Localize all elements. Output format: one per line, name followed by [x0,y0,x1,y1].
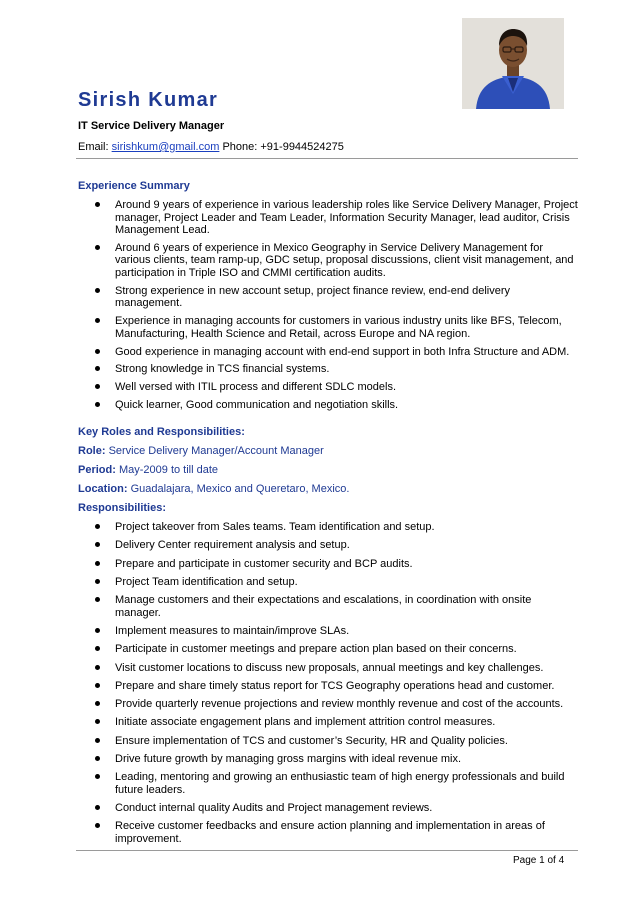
profile-photo [462,18,564,109]
list-item: Delivery Center requirement analysis and setup. [78,539,578,552]
role-value: Service Delivery Manager/Account Manager [108,445,324,457]
bullet-icon [95,561,100,566]
email-label: Email: [78,141,109,153]
bullet-icon [95,579,100,584]
list-item: Around 6 years of experience in Mexico Geography in Service Delivery Management for various clients, team ramp-up, GDC setup, proposal discussions, client visit management, and participation in Triple ISO and CMMI certification audits. [78,242,578,280]
bullet-icon [95,597,100,602]
bullet-icon [95,683,100,688]
list-item: Initiate associate engagement plans and implement attrition control measures. [78,716,578,729]
location-label: Location: [78,483,128,495]
list-item: Quick learner, Good communication and negotiation skills. [78,399,578,412]
bullet-icon [95,701,100,706]
list-item: Provide quarterly revenue projections and review monthly revenue and cost of the accounts. [78,698,578,711]
bullet-icon [95,738,100,743]
role-label: Role: [78,445,106,457]
bullet-icon [95,524,100,529]
list-item: Ensure implementation of TCS and customer’s Security, HR and Quality policies. [78,735,578,748]
period-label: Period: [78,464,116,476]
email-link[interactable]: sirishkum@gmail.com [111,141,220,153]
list-item: Strong knowledge in TCS financial systems. [78,363,578,376]
bullet-icon [95,646,100,651]
list-item: Well versed with ITIL process and different SDLC models. [78,381,578,394]
list-item: Experience in managing accounts for customers in various industry units like BFS, Telecom, Manufacturing, Health Science and Retail, across Europe and NA region. [78,315,578,340]
header-divider [76,158,578,159]
period-value: May-2009 to till date [118,464,219,476]
list-item: Good experience in managing account with end-end support in both Infra Structure and ADM. [78,346,578,359]
bullet-icon [95,202,100,207]
list-item: Drive future growth by managing gross margins with ideal revenue mix. [78,753,578,766]
job-title: IT Service Delivery Manager [78,120,225,132]
list-item: Visit customer locations to discuss new proposals, annual meetings and key challenges. [78,662,578,675]
bullet-icon [95,384,100,389]
responsibilities-heading: Responsibilities: [78,502,167,514]
list-item: Strong experience in new account setup, project finance review, end-end delivery management. [78,285,578,310]
responsibilities-list [78,521,578,851]
period-field [78,464,218,476]
experience-heading: Experience Summary [78,180,190,192]
list-item: Project takeover from Sales teams. Team identification and setup. [78,521,578,534]
phone-label: Phone: [222,141,258,153]
bullet-icon [95,349,100,354]
list-item: Around 9 years of experience in various leadership roles like Service Delivery Manager, Project manager, Project Leader and Team Leader, Information Security Manager, lead auditor, Crisis Management Lead. [78,199,578,237]
bullet-icon [95,288,100,293]
list-item: Receive customer feedbacks and ensure action planning and implementation in areas of improvement. [78,820,578,845]
bullet-icon [95,366,100,371]
bullet-icon [95,774,100,779]
person-portrait-icon [462,18,564,109]
location-value: Guadalajara, Mexico and Queretaro, Mexico. [130,483,350,495]
list-item: Project Team identification and setup. [78,576,578,589]
page-number: Page 1 of 4 [513,855,565,866]
experience-list [78,199,578,417]
bullet-icon [95,756,100,761]
bullet-icon [95,318,100,323]
list-item: Prepare and share timely status report for TCS Geography operations head and customer. [78,680,578,693]
bullet-icon [95,823,100,828]
list-item: Manage customers and their expectations and escalations, in coordination with onsite manager. [78,594,578,619]
bullet-icon [95,805,100,810]
bullet-icon [95,719,100,724]
bullet-icon [95,542,100,547]
footer-divider [76,850,578,851]
bullet-icon [95,628,100,633]
bullet-icon [95,665,100,670]
list-item: Leading, mentoring and growing an enthusiastic team of high energy professionals and build future leaders. [78,771,578,796]
contact-line [78,141,344,153]
list-item: Conduct internal quality Audits and Project management reviews. [78,802,578,815]
candidate-name: Sirish Kumar [78,89,219,111]
list-item: Prepare and participate in customer security and BCP audits. [78,558,578,571]
role-field [78,445,324,457]
phone-number: +91-9944524275 [260,141,344,153]
list-item: Participate in customer meetings and prepare action plan based on their concerns. [78,643,578,656]
list-item: Implement measures to maintain/improve SLAs. [78,625,578,638]
location-field [78,483,349,495]
bullet-icon [95,402,100,407]
roles-heading: Key Roles and Responsibilities: [78,426,245,438]
bullet-icon [95,245,100,250]
